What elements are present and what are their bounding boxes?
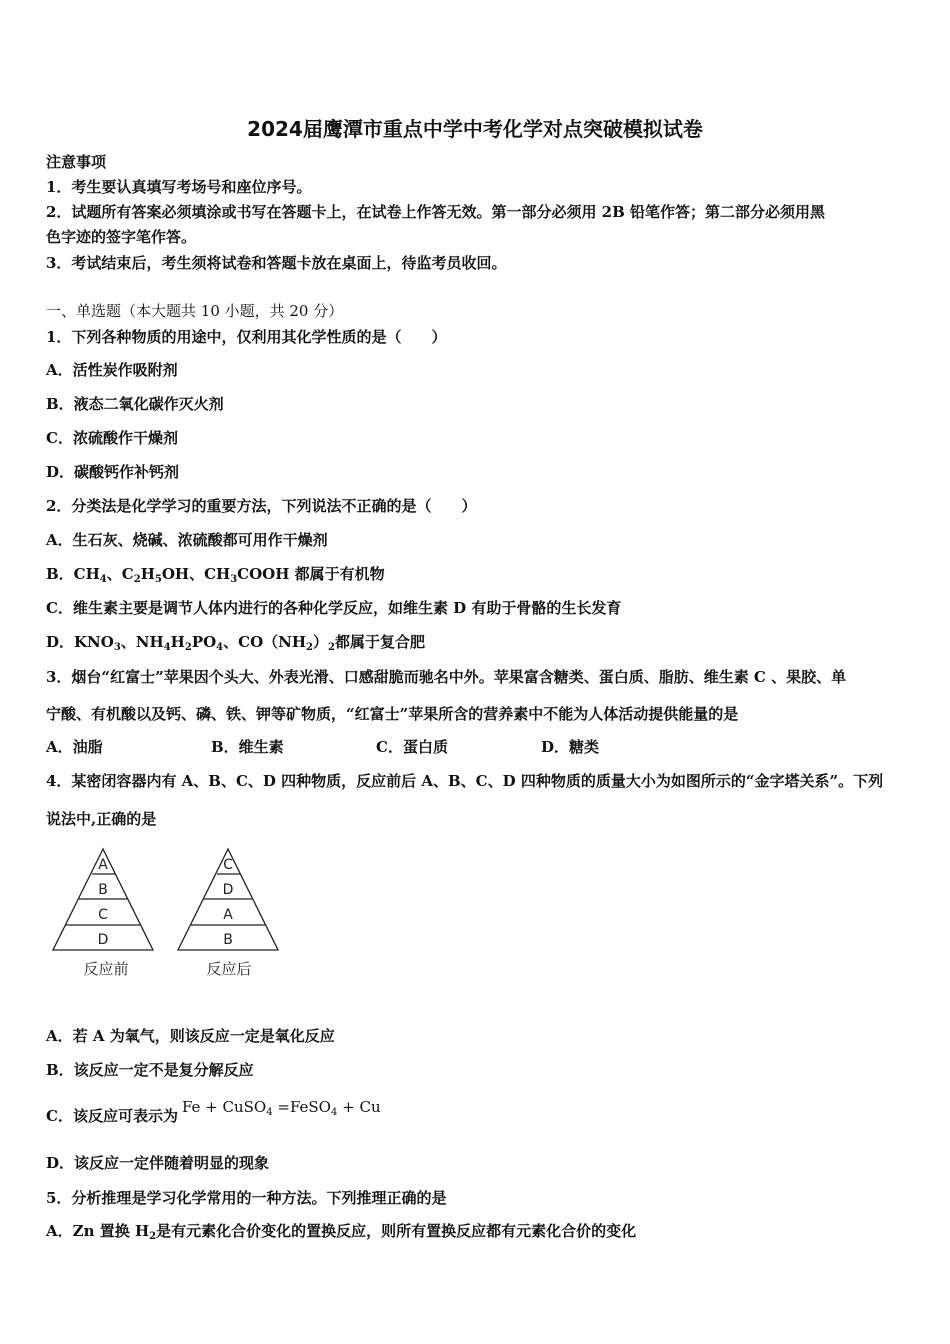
q3-option-d: D．糖类 bbox=[541, 738, 600, 756]
q3-option-a: A．油脂 bbox=[46, 738, 103, 756]
after-layer-2: D bbox=[222, 882, 234, 898]
q4-option-d: D．该反应一定伴随着明显的现象 bbox=[46, 1154, 270, 1172]
q4-option-c: C．该反应可表示为 Fe + CuSO$_4$ =FeSO$_4$ + Cu bbox=[46, 1098, 381, 1125]
q1-option-c: C．浓硫酸作干燥剂 bbox=[46, 429, 178, 447]
notice-item-1: 1．考生要认真填写考场号和座位序号。 bbox=[46, 178, 312, 196]
notice-item-3: 3．考试结束后，考生须将试卷和答题卡放在桌面上，待监考员收回。 bbox=[46, 254, 507, 272]
before-layer-2: B bbox=[98, 882, 108, 898]
q3-option-b: B．维生素 bbox=[211, 738, 284, 756]
q4-stem-line-1: 4．某密闭容器内有 A、B、C、D 四种物质，反应前后 A、B、C、D 四种物质的质量大小为如图所示的“金字塔关系”。下列 bbox=[46, 772, 884, 790]
q1-option-d: D．碳酸钙作补钙剂 bbox=[46, 463, 180, 481]
before-layer-3: C bbox=[98, 907, 108, 923]
q2-option-c: C．维生素主要是调节人体内进行的各种化学反应，如维生素 D 有助于骨骼的生长发育 bbox=[46, 599, 622, 617]
q4-option-b: B．该反应一定不是复分解反应 bbox=[46, 1061, 254, 1079]
q3-option-c: C．蛋白质 bbox=[376, 738, 448, 756]
after-layer-4: B bbox=[223, 932, 233, 948]
q1-option-a: A．活性炭作吸附剂 bbox=[46, 361, 178, 379]
q4-option-a: A．若 A 为氧气，则该反应一定是氧化反应 bbox=[46, 1027, 335, 1045]
q2-option-b: B．$CH_4$、$C_2H_5OH$、$CH_3COOH$ 都属于有机物 bbox=[46, 565, 385, 585]
before-layer-1: A bbox=[98, 857, 108, 873]
q5-stem: 5．分析推理是学习化学常用的一种方法。下列推理正确的是 bbox=[46, 1189, 447, 1207]
q3-options bbox=[46, 737, 910, 757]
before-layer-4: D bbox=[97, 932, 109, 948]
q1-stem: 1．下列各种物质的用途中，仅利用其化学性质的是（ ） bbox=[46, 328, 447, 346]
before-label: 反应前 bbox=[83, 960, 129, 978]
after-layer-1: C bbox=[223, 857, 233, 873]
q3-stem-line-1: 3．烟台“红富士”苹果因个头大、外表光滑、口感甜脆而驰名中外。苹果富含糖类、蛋白质、脂肪、维生素 C 、果胶、单 bbox=[46, 668, 847, 686]
after-layer-3: A bbox=[223, 907, 233, 923]
q2-option-a: A．生石灰、烧碱、浓硫酸都可用作干燥剂 bbox=[46, 531, 328, 549]
notice-heading: 注意事项 bbox=[46, 153, 107, 171]
notice-item-2-cont: 色字迹的签字笔作答。 bbox=[46, 228, 197, 246]
notice-item-2: 2．试题所有答案必须填涂或书写在答题卡上，在试卷上作答无效。第一部分必须用 2B 铅笔作答；第二部分必须用黑 bbox=[46, 203, 826, 221]
q3-stem-line-2: 宁酸、有机酸以及钙、磷、铁、钾等矿物质，“红富士”苹果所含的营养素中不能为人体活动提供能量的是 bbox=[46, 705, 739, 723]
q5-option-a: A．Zn 置换 $H_2$是有元素化合价变化的置换反应，则所有置换反应都有元素化合价的变化 bbox=[46, 1222, 637, 1242]
q1-option-b: B．液态二氧化碳作灭火剂 bbox=[46, 395, 224, 413]
q2-option-d: D．$KNO_3$、$NH_4H_2PO_4$、$CO(NH_2)_2$都属于复合肥 bbox=[46, 633, 425, 653]
pyramid-diagram bbox=[48, 846, 288, 986]
page-title: 2024届鹰潭市重点中学中考化学对点突破模拟试卷 bbox=[247, 117, 703, 141]
q4-stem-line-2: 说法中,正确的是 bbox=[46, 810, 157, 828]
reaction-equation: Fe + CuSO$_4$ =FeSO$_4$ + Cu bbox=[181, 1098, 381, 1118]
section-heading: 一、单选题（本大题共 10 小题，共 20 分） bbox=[46, 302, 344, 320]
after-label: 反应后 bbox=[206, 960, 252, 978]
q2-stem: 2．分类法是化学学习的重要方法，下列说法不正确的是（ ） bbox=[46, 497, 477, 515]
